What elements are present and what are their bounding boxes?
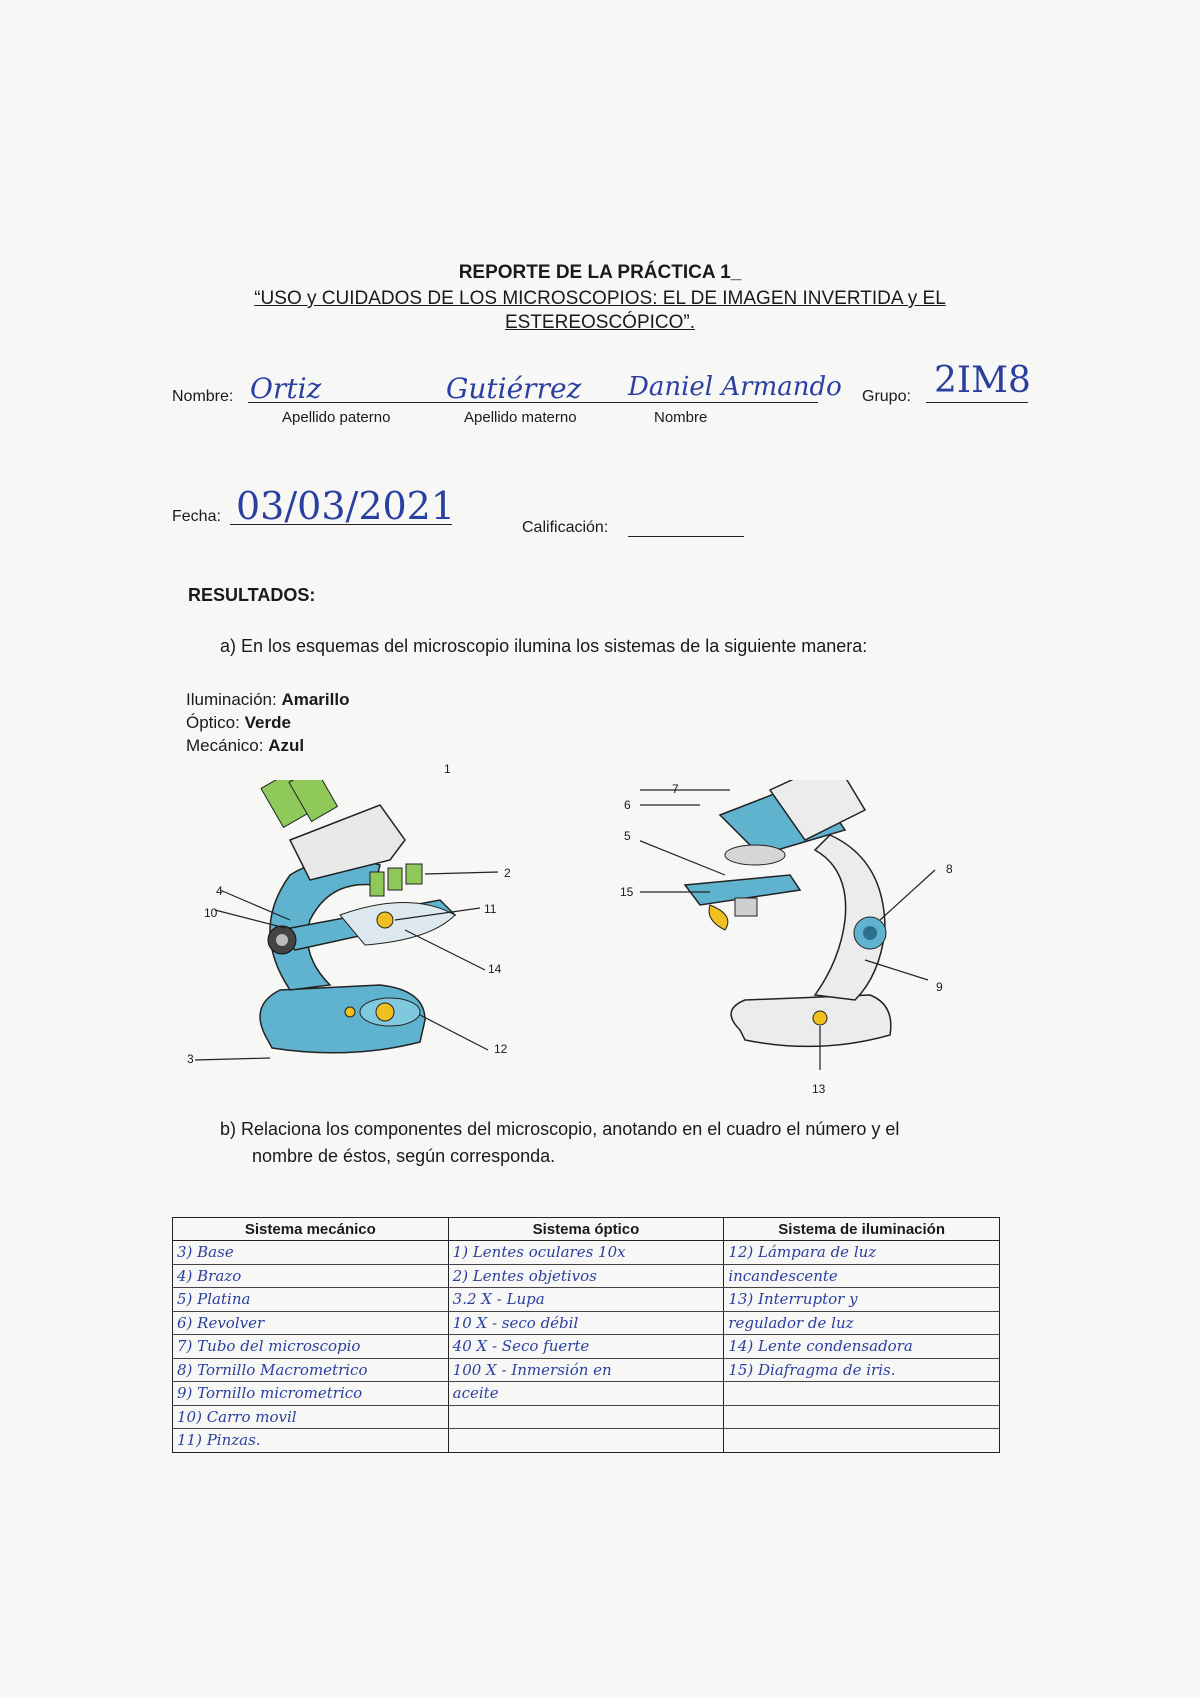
switch-yellow [345,1007,355,1017]
cell-mecanico[interactable]: 10) Carro movil [173,1405,449,1429]
header-iluminacion: Sistema de iluminación [724,1218,1000,1241]
cell-optico[interactable]: 2) Lentes objetivos [448,1264,724,1288]
callout-7: 7 [672,782,679,796]
condenser-yellow [377,912,393,928]
callout-3: 3 [187,1052,194,1066]
inv-base [731,995,891,1046]
callout-8: 8 [946,862,953,876]
callout-14: 14 [488,962,502,976]
inv-knob-center [863,926,877,940]
grupo-underline [926,402,1028,403]
apellido-materno-label: Apellido materno [464,409,577,426]
nombre-label: Nombre: [172,388,234,405]
components-table [172,1217,1000,1453]
cell-mecanico[interactable]: 5) Platina [173,1288,449,1312]
cell-iluminacion[interactable] [724,1405,1000,1429]
objective-3 [406,864,422,884]
header-mecanico: Sistema mecánico [173,1218,449,1241]
calificacion-underline[interactable] [628,536,744,537]
table-header-row [173,1218,1000,1241]
cell-iluminacion[interactable]: 12) Lámpara de luz [724,1241,1000,1265]
objective-2 [388,868,402,890]
inv-switch-yellow [813,1011,827,1025]
grupo-value[interactable]: 2IM8 [934,360,1031,401]
report-subtitle-line1: “USO y CUIDADOS DE LOS MICROSCOPIOS: EL DE IMAGEN INVERTIDA y EL [254,288,946,309]
cell-optico[interactable] [448,1405,724,1429]
cell-mecanico[interactable]: 11) Pinzas. [173,1429,449,1453]
table-row [173,1382,1000,1406]
cell-optico[interactable]: aceite [448,1382,724,1406]
stage-plate [340,903,455,946]
legend-optico: Óptico: Verde [186,713,291,732]
cell-mecanico[interactable]: 8) Tornillo Macrometrico [173,1358,449,1382]
instruction-b-line1: b) Relaciona los componentes del microscopio, anotando en el cuadro el número y el [220,1119,900,1139]
inv-iris-yellow [709,905,728,930]
cell-iluminacion[interactable] [724,1429,1000,1453]
callout-9: 9 [936,980,943,994]
cell-iluminacion[interactable]: 14) Lente condensadora [724,1335,1000,1359]
nombre-value[interactable]: Daniel Armando [628,372,842,402]
callout-6: 6 [624,798,631,812]
cell-iluminacion[interactable]: 13) Interruptor y [724,1288,1000,1312]
results-heading: RESULTADOS: [188,585,316,605]
fecha-label: Fecha: [172,508,221,525]
cell-optico[interactable]: 10 X - seco débil [448,1311,724,1335]
instruction-a: a) En los esquemas del microscopio ilumina los sistemas de la siguiente manera: [220,636,868,656]
table-row [173,1429,1000,1453]
table-row [173,1288,1000,1312]
cell-iluminacion[interactable]: incandescente [724,1264,1000,1288]
cell-mecanico[interactable]: 9) Tornillo micrometrico [173,1382,449,1406]
fecha-value[interactable]: 03/03/2021 [236,484,456,528]
cell-mecanico[interactable]: 4) Brazo [173,1264,449,1288]
apellido-materno-value[interactable]: Gutiérrez [446,372,582,405]
callout-2: 2 [504,866,511,880]
report-subtitle-line2: ESTEREOSCÓPICO”. [504,312,696,333]
callout-11: 11 [484,902,497,916]
callout-4: 4 [216,884,223,898]
inverted-microscope-diagram [640,780,960,1080]
cell-optico[interactable]: 40 X - Seco fuerte [448,1335,724,1359]
legend-mecanico: Mecánico: Azul [186,736,305,755]
upright-microscope-diagram [180,780,540,1080]
cell-iluminacion[interactable]: 15) Diafragma de iris. [724,1358,1000,1382]
cell-mecanico[interactable]: 6) Revolver [173,1311,449,1335]
nombre-sub-label: Nombre [654,409,708,426]
lamp-yellow [376,1003,394,1021]
objective-1 [370,872,384,896]
table-row [173,1358,1000,1382]
color-legend [186,688,349,757]
cell-iluminacion[interactable]: regulador de luz [724,1311,1000,1335]
table-row [173,1311,1000,1335]
apellido-paterno-value[interactable]: Ortiz [250,372,322,405]
callout-1: 1 [444,762,451,776]
cell-optico[interactable]: 3.2 X - Lupa [448,1288,724,1312]
cell-optico[interactable] [448,1429,724,1453]
cell-iluminacion[interactable] [724,1382,1000,1406]
inv-revolver [725,845,785,865]
header-optico: Sistema óptico [448,1218,724,1241]
fine-knob [276,934,288,946]
callout-15: 15 [620,885,634,899]
grupo-label: Grupo: [862,388,911,405]
legend-iluminacion: Iluminación: Amarillo [186,690,350,709]
table-row [173,1405,1000,1429]
callout-13: 13 [812,1082,826,1096]
report-title: REPORTE DE LA PRÁCTICA 1_ [458,262,742,283]
cell-mecanico[interactable]: 3) Base [173,1241,449,1265]
instruction-b-line2: nombre de éstos, según corresponda. [252,1146,556,1166]
cell-optico[interactable]: 1) Lentes oculares 10x [448,1241,724,1265]
cell-optico[interactable]: 100 X - Inmersión en [448,1358,724,1382]
calificacion-label: Calificación: [522,519,609,536]
table-row [173,1335,1000,1359]
cell-mecanico[interactable]: 7) Tubo del microscopio [173,1335,449,1359]
inv-condenser [735,898,757,916]
callout-5: 5 [624,829,631,843]
table-row [173,1264,1000,1288]
callout-12: 12 [494,1042,508,1056]
apellido-paterno-label: Apellido paterno [282,409,391,426]
table-row [173,1241,1000,1265]
callout-10: 10 [204,906,218,920]
